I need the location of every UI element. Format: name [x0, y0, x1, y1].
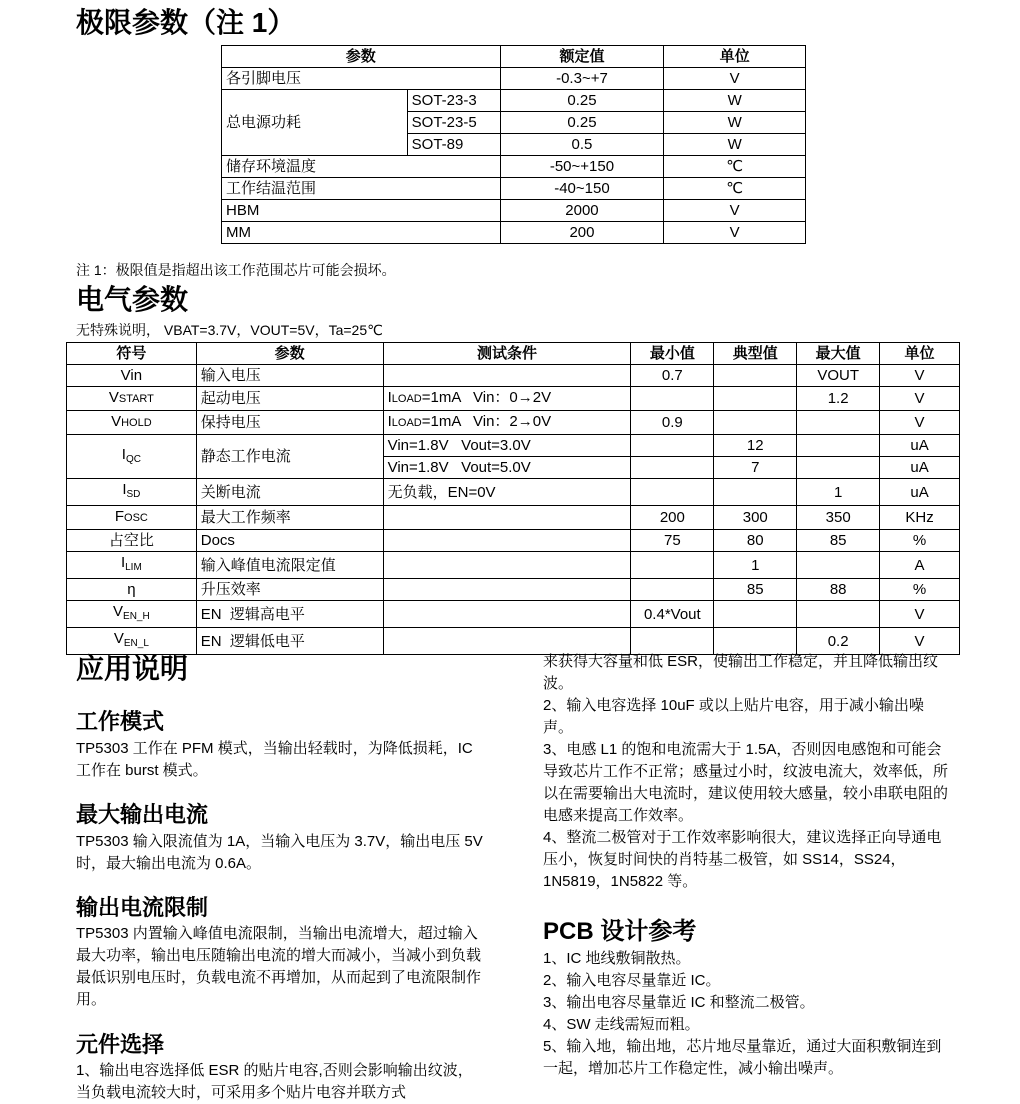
param-cell: EN 逻辑高电平 [196, 601, 383, 628]
param-cell: 各引脚电压 [222, 68, 501, 90]
value-cell: -40~150 [500, 178, 664, 200]
symbol-sub: QC [125, 453, 141, 465]
symbol-cell [67, 601, 197, 628]
min-cell [631, 387, 714, 411]
unit-cell: % [880, 530, 960, 552]
symbol-cell: Vin [67, 365, 197, 387]
table-row [67, 506, 960, 530]
unit-cell: W [664, 112, 806, 134]
symbol-sub: EN_H [123, 611, 150, 622]
header-unit: 单位 [664, 46, 806, 68]
param-cell: HBM [222, 200, 501, 222]
cond-rest: =1mA Vin：0→2V [421, 389, 552, 406]
list-item: 3、输出电容尽量靠近 IC 和整流二极管。 [543, 994, 815, 1011]
min-cell [631, 552, 714, 579]
symbol-cell [67, 479, 197, 506]
param-cell: 静态工作电流 [196, 435, 383, 479]
table-row [222, 178, 806, 200]
symbol-cell [67, 387, 197, 411]
param-cell: 总电源功耗 [222, 90, 408, 156]
param-cell: Docs [196, 530, 383, 552]
abs-max-title: 极限参数（注 1） [76, 7, 296, 38]
table-row [67, 479, 960, 506]
typ-cell: 1 [714, 552, 797, 579]
unit-cell: V [880, 628, 960, 655]
package-cell: SOT-23-5 [407, 112, 500, 134]
param-cell: MM [222, 222, 501, 244]
unit-cell: W [664, 134, 806, 156]
value-cell: 0.25 [500, 90, 664, 112]
max-cell [797, 552, 880, 579]
condition-cell [383, 387, 631, 411]
symbol-cell [67, 552, 197, 579]
table-row [67, 387, 960, 411]
package-cell: SOT-23-3 [407, 90, 500, 112]
value-cell: -0.3~+7 [500, 68, 664, 90]
symbol-cell [67, 628, 197, 655]
symbol-sub: LIM [125, 562, 142, 573]
min-cell: 75 [631, 530, 714, 552]
table-row [222, 222, 806, 244]
max-cell: 85 [797, 530, 880, 552]
header-param: 参数 [222, 46, 501, 68]
cond-main: I [387, 413, 392, 430]
param-cell: 保持电压 [196, 411, 383, 435]
unit-cell: ℃ [664, 156, 806, 178]
param-cell: 起动电压 [196, 387, 383, 411]
table-row [67, 579, 960, 601]
typ-cell [714, 365, 797, 387]
param-cell: EN 逻辑低电平 [196, 628, 383, 655]
min-cell: 0.4*Vout [631, 601, 714, 628]
symbol-main: V [113, 603, 124, 620]
list-item: 2、输入电容尽量靠近 IC。 [543, 972, 721, 989]
typ-cell [714, 387, 797, 411]
cond-suffix: LOAD [391, 417, 422, 429]
symbol-cell [67, 506, 197, 530]
min-cell [631, 479, 714, 506]
param-cell: 输入电压 [196, 365, 383, 387]
header-value: 额定值 [500, 46, 664, 68]
table-row [222, 156, 806, 178]
electrical-table [66, 342, 960, 655]
value-cell: -50~+150 [500, 156, 664, 178]
symbol-cell [67, 435, 197, 479]
unit-cell: V [880, 387, 960, 411]
components-p1-right: 来获得大容量和低 ESR，使输出工作稳定，并且降低输出纹波。 [543, 653, 939, 692]
list-item: 4、SW 走线需短而粗。 [543, 1016, 700, 1033]
typ-cell: 80 [714, 530, 797, 552]
condition-cell [383, 365, 631, 387]
components-title: 元件选择 [76, 1032, 165, 1057]
abs-max-table [221, 45, 806, 244]
components-p1-left: 1、输出电容选择低 ESR 的贴片电容,否则会影响输出纹波，当负载电流较大时，可采用多个贴片电容并联方式 [76, 1062, 473, 1101]
header-param: 参数 [196, 343, 383, 365]
param-cell: 输入峰值电流限定值 [196, 552, 383, 579]
symbol-suffix: HOLD [121, 417, 152, 429]
min-cell [631, 579, 714, 601]
symbol-cell: η [67, 579, 197, 601]
max-cell: 350 [797, 506, 880, 530]
condition-cell [383, 530, 631, 552]
header-symbol: 符号 [67, 343, 197, 365]
typ-cell: 300 [714, 506, 797, 530]
value-cell: 2000 [500, 200, 664, 222]
list-item: 1、IC 地线敷铜散热。 [543, 950, 691, 967]
unit-cell: A [880, 552, 960, 579]
unit-cell: % [880, 579, 960, 601]
unit-cell: KHz [880, 506, 960, 530]
unit-cell: uA [880, 479, 960, 506]
max-current-text: TP5303 输入限流值为 1A，当输入电压为 3.7V，输出电压 5V 时，最大输出电流为 0.6A。 [76, 833, 483, 872]
param-cell: 最大工作频率 [196, 506, 383, 530]
limit-title: 输出电流限制 [76, 895, 209, 920]
max-current-title: 最大输出电流 [76, 802, 209, 827]
max-cell [797, 411, 880, 435]
typ-cell [714, 411, 797, 435]
condition-cell [383, 552, 631, 579]
components-p2: 2、输入电容选择 10uF 或以上贴片电容，用于减小输出噪声。 [543, 697, 924, 736]
value-cell: 0.25 [500, 112, 664, 134]
symbol-sub: SD [126, 489, 141, 500]
header-unit: 单位 [880, 343, 960, 365]
unit-cell: V [664, 68, 806, 90]
unit-cell: V [880, 411, 960, 435]
table-row [222, 90, 806, 112]
max-cell [797, 435, 880, 457]
symbol-suffix: START [118, 393, 154, 405]
electrical-condition: 无特殊说明， VBAT=3.7V，VOUT=5V，Ta=25℃ [76, 322, 383, 338]
table-row [67, 411, 960, 435]
max-cell: 0.2 [797, 628, 880, 655]
table-row [67, 435, 960, 457]
symbol-main: I [122, 481, 127, 498]
table-row [222, 68, 806, 90]
table-header-row [67, 343, 960, 365]
symbol-main: V [113, 630, 124, 647]
max-cell: VOUT [797, 365, 880, 387]
cond-suffix: LOAD [391, 393, 422, 405]
max-cell: 1.2 [797, 387, 880, 411]
max-cell: 1 [797, 479, 880, 506]
electrical-title: 电气参数 [76, 284, 189, 315]
unit-cell: V [880, 365, 960, 387]
param-cell: 工作结温范围 [222, 178, 501, 200]
symbol-main: F [114, 508, 125, 525]
value-cell: 0.5 [500, 134, 664, 156]
table-row [67, 530, 960, 552]
symbol-main: V [108, 389, 119, 406]
pcb-title: PCB 设计参考 [543, 918, 697, 945]
components-p4: 4、整流二极管对于工作效率影响很大，建议选择正向导通电压小，恢复时间快的肖特基二极管，如 SS14，SS24，1N5819，1N5822 等。 [543, 829, 942, 890]
components-p3: 3、电感 L1 的饱和电流需大于 1.5A，否则因电感饱和可能会导致芯片工作不正常；感量过小时，纹波电流大，效率低，所以在需要输出大电流时，建议使用较大感量，较小串联电阻的电感来提高工作效率。 [543, 741, 949, 824]
param-cell: 储存环境温度 [222, 156, 501, 178]
condition-cell [383, 506, 631, 530]
typ-cell: 12 [714, 435, 797, 457]
symbol-main: V [111, 413, 122, 430]
unit-cell: W [664, 90, 806, 112]
symbol-main: I [120, 554, 126, 571]
table-row [67, 365, 960, 387]
unit-cell: V [664, 200, 806, 222]
pcb-list [543, 948, 953, 1080]
max-cell [797, 457, 880, 479]
unit-cell: V [880, 601, 960, 628]
app-title: 应用说明 [76, 653, 189, 684]
abs-max-note: 注 1：极限值是指超出该工作范围芯片可能会损坏。 [76, 262, 396, 278]
table-header-row [222, 46, 806, 68]
value-cell: 200 [500, 222, 664, 244]
min-cell: 0.7 [631, 365, 714, 387]
min-cell: 0.9 [631, 411, 714, 435]
header-condition: 测试条件 [383, 343, 631, 365]
min-cell [631, 435, 714, 457]
header-max: 最大值 [797, 343, 880, 365]
mode-text: TP5303 工作在 PFM 模式，当输出轻载时，为降低损耗，IC 工作在 burst 模式。 [76, 740, 473, 779]
package-cell: SOT-89 [407, 134, 500, 156]
condition-cell [383, 411, 631, 435]
condition-cell: Vin=1.8V Vout=3.0V [383, 435, 631, 457]
symbol-sub: EN_L [123, 638, 149, 649]
symbol-cell [67, 411, 197, 435]
cond-rest: =1mA Vin：2→0V [421, 413, 552, 430]
unit-cell: uA [880, 457, 960, 479]
param-cell: 关断电流 [196, 479, 383, 506]
unit-cell: uA [880, 435, 960, 457]
table-row [67, 552, 960, 579]
unit-cell: V [664, 222, 806, 244]
min-cell [631, 457, 714, 479]
condition-cell: Vin=1.8V Vout=5.0V [383, 457, 631, 479]
max-cell: 88 [797, 579, 880, 601]
header-typ: 典型值 [714, 343, 797, 365]
typ-cell: 85 [714, 579, 797, 601]
condition-cell [383, 601, 631, 628]
typ-cell [714, 479, 797, 506]
condition-cell: 无负载，EN=0V [383, 479, 631, 506]
symbol-suffix: OSC [124, 512, 148, 524]
cond-main: I [387, 389, 392, 406]
symbol-main: I [121, 445, 126, 463]
param-cell: 升压效率 [196, 579, 383, 601]
header-min: 最小值 [631, 343, 714, 365]
mode-title: 工作模式 [76, 709, 165, 734]
typ-cell [714, 601, 797, 628]
list-item: 5、输入地，输出地，芯片地尽量靠近，通过大面积敷铜连到一起，增加芯片工作稳定性，减小输出噪声。 [543, 1038, 942, 1077]
symbol-cell: 占空比 [67, 530, 197, 552]
components-text [543, 651, 953, 893]
limit-text: TP5303 内置输入峰值电流限制，当输出电流增大，超过输入最大功率，输出电压随输出电流的增大而减小，当减小到负载最低识别电压时，负载电流不再增加，从而起到了电流限制作用。 [76, 925, 482, 1008]
unit-cell: ℃ [664, 178, 806, 200]
typ-cell: 7 [714, 457, 797, 479]
max-cell [797, 601, 880, 628]
table-row [67, 601, 960, 628]
condition-cell [383, 579, 631, 601]
min-cell: 200 [631, 506, 714, 530]
table-row [222, 200, 806, 222]
